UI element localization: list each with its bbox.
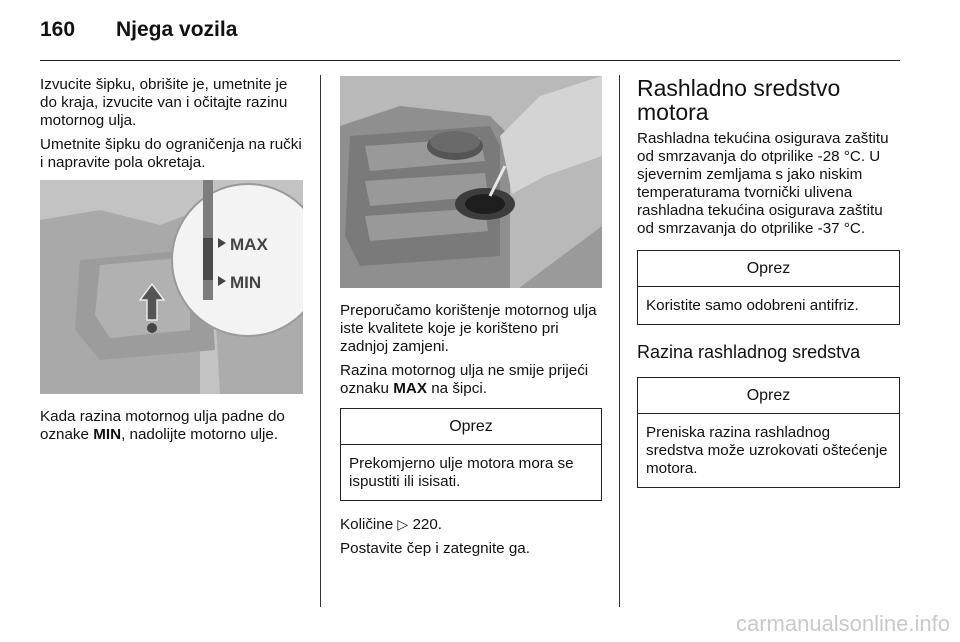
caution-title: Oprez [341, 409, 601, 445]
coolant-heading: Rashladno sredstvo motora [637, 75, 841, 125]
caution-text: Koristite samo odobreni antifriz. [646, 297, 859, 314]
dipstick-instruction-1: Izvucite šipku, obrišite je, umetnite je do kraja, izvucite van i očitajte razinu motornog ulja. [40, 76, 288, 129]
header-rule [40, 60, 900, 61]
caution-text: Preniska razina rashladnog sredstva može uzrokovati oštećenje motora. [646, 424, 888, 477]
quantities-reference: Količine ▷ 220. [340, 516, 442, 533]
watermark: carmanualsonline.info [735, 611, 950, 636]
section-title: Njega vozila [116, 18, 238, 41]
cap-instruction: Postavite čep i zategnite ga. [340, 540, 530, 557]
coolant-description: Rashladna tekućina osigurava zaštitu od smrzavanja do otprilike -28 °C. U sjevernim zemljama s jako niskim temperaturama tvornički ulivena rashladna tekućina osigurava zaštitu od smrzavanja do otprilike -37 °C. [637, 130, 889, 237]
caution-title: Oprez [638, 251, 899, 287]
max-bold: MAX [393, 380, 427, 397]
caution-title: Oprez [638, 378, 899, 414]
oil-filling-illustration [340, 76, 602, 288]
middle-column [340, 76, 602, 564]
max-mark-label: MAX [230, 235, 268, 254]
min-mark-label: MIN [230, 273, 262, 292]
right-column [637, 76, 900, 488]
column-divider-2 [619, 75, 620, 607]
left-column [40, 76, 306, 450]
quantities-page-link[interactable]: 220. [412, 516, 442, 533]
min-bold: MIN [93, 426, 122, 443]
page-number: 160 [40, 18, 76, 41]
oil-refill-note: Kada razina motornog ulja padne do oznake MIN, nadolijte motorno ulje. [40, 408, 285, 443]
page-header [40, 18, 237, 42]
dipstick-figure [40, 180, 303, 394]
coolant-level-subheading: Razina rashladnog sredstva [637, 342, 861, 362]
caution-box-coolant-level [637, 377, 900, 488]
oil-max-note: Razina motornog ulja ne smije prijeći oznaku MAX na šipci. [340, 362, 589, 397]
caution-box-antifreeze [637, 250, 900, 325]
dipstick-instruction-2: Umetnite šipku do ograničenja na ručki i napravite pola okretaja. [40, 136, 302, 171]
oil-quality-note: Preporučamo korištenje motornog ulja iste kvalitete koje je korišteno pri zadnjoj zamjeni. [340, 302, 597, 355]
column-divider-1 [320, 75, 321, 607]
dipstick-illustration [40, 180, 303, 394]
oil-filling-figure [340, 76, 602, 288]
caution-box-oil [340, 408, 602, 501]
caution-text: Prekomjerno ulje motora mora se ispustiti ili isisati. [349, 455, 574, 490]
page-reference-arrow-icon: ▷ [397, 516, 409, 532]
